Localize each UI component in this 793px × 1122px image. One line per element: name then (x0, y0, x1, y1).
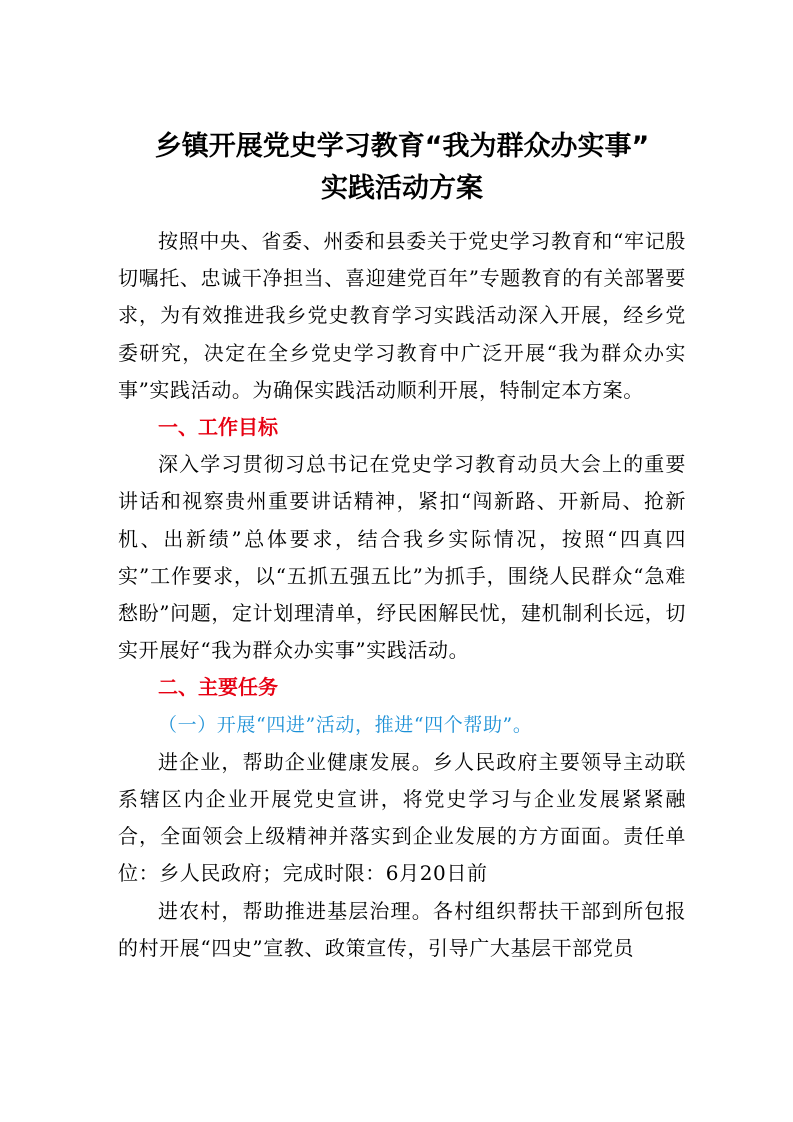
section-heading-main-tasks: 二、主要任务 (158, 675, 278, 700)
work-goals-paragraph: 深入学习贯彻习总书记在党史学习教育动员大会上的重要讲话和视察贵州重要讲话精神，紧扣“闯新路、开新局、抢新机、出新绩”总体要求，结合我乡实际情况，按照“四真四实”工作要求，以“五抓五强五比”为抓手，围绕人民群众“急难愁盼”问题，定计划理清单，纾民困解民忧，建机制利长远，切实开展好“我为群众办实事”实践活动。 (118, 452, 686, 663)
intro-paragraph: 按照中央、省委、州委和县委关于党史学习教育和“牢记殷切嘱托、忠诚干净担当、喜迎建党百年”专题教育的有关部署要求，为有效推进我乡党史教育学习实践活动深入开展，经乡党委研究，决定在全乡党史学习教育中广泛开展“我为群众办实事”实践活动。为确保实践活动顺利开展，特制定本方案。 (118, 229, 686, 402)
subsection-heading-four-visits: （一）开展“四进”活动，推进“四个帮助”。 (158, 713, 533, 736)
document-page (118, 0, 686, 1122)
document-title-line-1: 乡镇开展党史学习教育“我为群众办实事” (154, 131, 650, 162)
task-enterprise-paragraph: 进企业，帮助企业健康发展。乡人民政府主要领导主动联系辖区内企业开展党史宣讲，将党史学习与企业发展紧紧融合，全面领会上级精神并落实到企业发展的方方面面。责任单位：乡人民政府；完成时限：6月20日前 (118, 749, 686, 886)
document-title-line-2: 实践活动方案 (321, 173, 483, 204)
document-body (118, 223, 686, 967)
section-heading-work-goals: 一、工作目标 (158, 415, 278, 440)
task-village-paragraph: 进农村，帮助推进基层治理。各村组织帮扶干部到所包报的村开展“四史”宣教、政策宣传，引导广大基层干部党员 (118, 898, 686, 960)
